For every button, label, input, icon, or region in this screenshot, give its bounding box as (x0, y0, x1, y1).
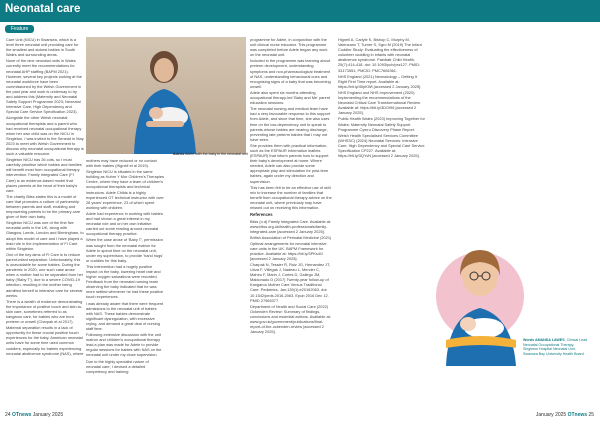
magazine-name-right: OTnews (567, 412, 588, 418)
author-illustration (432, 236, 528, 366)
article-column-3 (250, 37, 332, 335)
feature-tag: Feature (5, 25, 34, 33)
paragraph: None of the nine neonatal units in Wales currently meet the recommendations for neonatal AHP staffing (BAPM 2021). However, several key projects looking at the neonatal workforce have been commissioned by the Welsh Government in the past year and work is underway to try and address this (Maternity and Neonatal Safety Support Programme 2023; Neonatal Intensive Care, High Dependency and Special Care Service Specification 2023). (6, 58, 82, 115)
paragraph: There is a wealth of evidence demonstrating the importance of positive touch and skin-to-skin care, sometimes referred to as kangaroo care, for babies who are born preterm or unwell (Charpak et al 2017). (6, 298, 83, 325)
references-column (338, 37, 426, 159)
paragraph: Maternal separation results in a lack of opportunity for these crucial positive touch experiences for the baby. American neonatal units have for some time used common cuddlers, especially for babies experiencing neonatal abstinence syndrome (NAS), where (6, 325, 84, 356)
reference: Department of Health and Social Care (2022) Ockenden Review: Summary of findings, conclusions and essential actions. Available at: www.gov.uk/government/publications/final-report-of-the-ockenden-review [accessed 2 January 2025]. (250, 303, 331, 335)
reference: Hignell A, Carlyle K, Bishop C, Murphy M, Valenzano T, Turner S, Sgro M (2019) The Infant Cuddler Study: Evaluating the effectiveness of volunteer cuddling in infants with neonatal abstinence syndrome. Paediatr Child Health, 25(7):414-418. doi: 10.1093/pch/pxz127. PMID: 33173551; PMCID: PMC7606361. (338, 37, 422, 73)
paragraph: Adele also spent six months attending occupational therapy-led 'Baby and Me' parent education sessions. (250, 89, 330, 106)
author-credit (523, 338, 589, 356)
paragraph: Singleton NICU was one of the first five neonatal units in the UK, along with Glasgow, Leeds, London and Birmingham, to adopt this model of care and I have played a lead role in the implementation of FI Care within Singleton. (6, 220, 84, 251)
article-photo (86, 37, 246, 154)
issue-date-right: January 2025 (535, 412, 567, 418)
photo-caption (173, 152, 253, 156)
paragraph: Care Unit (NICU) in Swansea, which is a level three neonatal unit providing care for the smallest and sickest babies in South Wales and surrounding areas. (6, 37, 79, 58)
author-name: Words AMANDA LAWES (523, 338, 565, 342)
person-with-baby-illustration (126, 47, 201, 154)
paragraph: The charity Bliss states this is a model of care that promotes a culture of partnership between parents and staff, enabling and empowering parents to be the primary care giver of their own baby. (6, 193, 81, 220)
paragraph: This intervention had a hugely positive impact on the baby, lowering heart rate and higher oxygen saturations were recorded. Feedback from the neonatal nursing team observing the baby indicated that he was more settled whenever he had these positive touch experiences. (86, 263, 164, 300)
magazine-name-left: OTnews (11, 412, 32, 418)
reference: Bliss (n.d) Family Integrated Care. Available at: www.bliss.org.uk/health-professionals/family-integrated-care [accessed 2 January 2025]. (250, 219, 332, 235)
footer-right (536, 412, 594, 418)
caption-name: Aderis (173, 152, 185, 156)
page-number-right: 25 (588, 412, 594, 418)
paragraph: When the case arose of 'Baby T', permission was sought from the neonatal matron for Adele to spend time on the neonatal unit, under my supervision, to provide 'hand hugs' or cuddles for this baby. (86, 237, 163, 263)
paragraph: This has been felt to be an effective use of skill mix to increase the number of families that benefit from occupational therapy advice on the neonatal unit, where previously may have missed out on receiving this information. (250, 184, 332, 210)
references-title: References (250, 212, 273, 218)
footer-left (5, 412, 63, 418)
paragraph: Alongside the other Welsh neonatal occupational therapists and a parent who had received neonatal occupational therapy when her own child was on the NICU in Singleton, I was invited to the Senedd in May 2023 to meet with Welsh Government to discuss why neonatal occupational therapy is such a valuable resource. (6, 115, 84, 157)
paragraph: Singleton NICU is situated in the same building as Huhm Y Mor Children's Therapies Centre, where they have a team of children's occupational therapists and technical instructors. Adele Childs is a highly experienced OT technical instructor with over 28 years' experience, 23 of which spent working with children. (86, 169, 164, 210)
reference: NHS England and NHS Improvement (2020) Implementing the recommendations of the Neonatal Critical Care Transformational Review. Available at: https://bit.ly/3DOI96 [accessed 2 January 2025]. (338, 89, 421, 116)
reference: British Association of Perinatal Medicine (2021) Optimal arrangements for neonatal intensive care units in the UK. BAPM Framework for practice. Available at: https://bit.ly/3PKs4G [accessed 2 January 2025]. (250, 235, 332, 261)
paragraph: One of the key aims of FI Care is to reduce parent-infant separation. Unfortunately, this is unavoidable for some babies. During the pandemic in 2020, one such case arose when a mother had to be separated from her baby ('Baby T'), due to a severe COVID-19 infection, resulting in the mother being admitted herself to intensive care for several weeks. (6, 251, 83, 298)
reference: Charpak N, Tessier R, Ruiz JG, Hernandez JT, Uriza F, Villegas J, Nadeau L, Mercier C, Maheu F, Marin J, Cortes D, Gallego JM, Maldonado D (2017) Twenty-year follow-up of Kangaroo Mother Care Versus Traditional Care. Pediatrics, Jan;139(1):e20162063. doi: 10.1542/peds.2016-2063. Epub 2016 Dec 12. PMID 27965377. (250, 261, 331, 303)
paragraph: programme for Adele, in conjunction with the unit clinical nurse educator. This programme was completed before Adele began any work on the neonatal unit. (250, 37, 328, 58)
author-role: , Clinical Lead Neonatal Occupational Therapy, Singleton Hospital Neonatal Unit, Swansea Bay University Health Board (523, 338, 588, 356)
paragraph: The neonatal nursing and medical team have had a very favourable response to this support from Adele, and since that time, she also uses time on the low-dependency unit to speak to parents whose babies are nearing discharge, preventing late preterm babies that I may not have seen. (250, 106, 331, 142)
paragraph: Adele had experience in working with babies and had shown a great interest in my neonatal role and on her own initiative carried out some reading around neonatal occupational therapy practice. (86, 210, 163, 237)
paragraph: Included in the programme was learning about preterm development, understanding symptoms and non-pharmacological treatment of NAS, understanding behavioural cues and recognising signs of a baby that was becoming unwell. (250, 58, 331, 89)
paragraph: Following extensive discussion with the unit matron and children's occupational therapy lead a plan was made for Adele to provide regular sessions for babies with NAS on the neonatal unit under my close supervision. (86, 332, 162, 358)
reference: Welsh Health Specialised Services Committee (WHSSC) (2024) Neonatal Services: Intensive Care, High Dependency and Special Care Service Specification CP227. Available at: https://bit.ly/3QYvN [accessed 2 January 2025]. (338, 132, 425, 159)
article-column-1 (6, 37, 84, 407)
page-number-left: 24 (5, 412, 11, 418)
article-column-2 (86, 158, 164, 375)
section-title: Neonatal care (5, 3, 81, 15)
reference: Public Health Wales (2023) Improving Together for Wales: Maternity Neonatal Safety Support Programme Cymru Discovery Phase Report. (338, 116, 425, 132)
paragraph: mothers may have reduced or no contact with their babies (Hignell et al 2019). (86, 158, 157, 169)
section-header-bar (0, 0, 600, 22)
paragraph: I was already aware that there were frequent admissions to the neonatal unit of babies with NAS. These babies demonstrate significant dysregulation, with excessive crying, and demand a great deal of nursing staff time. (86, 300, 163, 331)
caption-text: Adele with the baby in the neonatal unit (185, 152, 248, 156)
paragraph: Singleton NICU has 26 cots, so I must carefully prioritise which babies and families will benefit most from occupational therapy intervention. Family Integrated Care (FI Care) is an evidence-based model that places parents at the heart of their baby's care. (6, 157, 82, 193)
issue-date-left: January 2025 (32, 412, 64, 418)
paragraph: She provides them with practical information, such as the ESPAUR information leaflets (ESPAUR) that inform parents how to support their baby's development at home. Where needed, Adele can also provide some appropriate play and stimulation for post-term babies, again under my direction and supervision. (250, 142, 329, 184)
paragraph: Due to the highly specialist nature of neonatal care, I devised a detailed competency and training (86, 358, 149, 374)
reference: NHS England (2021) Neonatology – Getting It Right First Time report. Available at: https://bit.ly/40pKWt [accessed 2 January 2025]. (338, 73, 422, 89)
